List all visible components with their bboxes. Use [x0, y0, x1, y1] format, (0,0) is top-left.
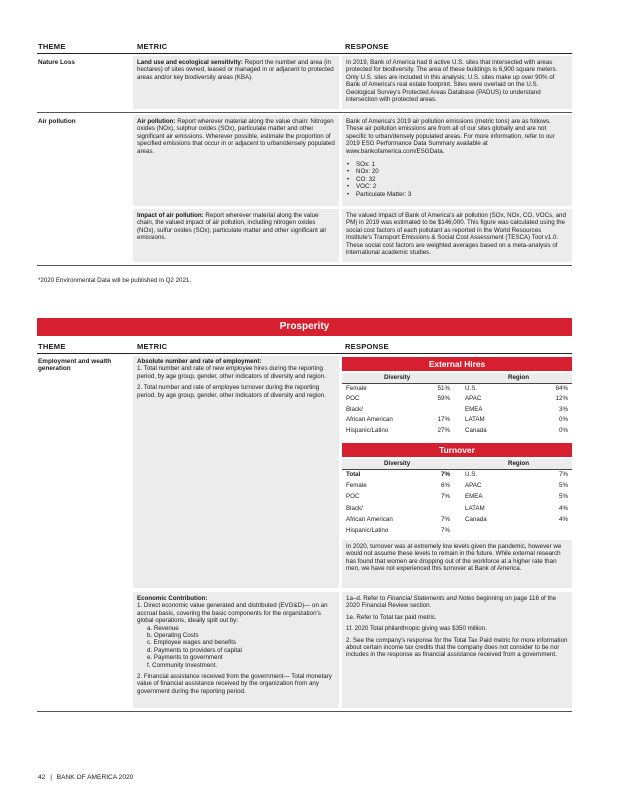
row-divider: [37, 711, 572, 712]
region-header: Region: [508, 460, 529, 467]
table-cell: Total: [346, 471, 361, 478]
list-item: • VOC: 2: [346, 183, 568, 190]
table-rule: [342, 383, 572, 384]
list-item: • SOx: 1: [346, 161, 568, 168]
table-cell: 51%: [437, 385, 450, 392]
employment-metric: Absolute number and rate of employment: 1. Total number and rate of new employee hires during the reporting period, by age group, gender, other indicators of diversity and region. 2. Total number and rate of employee turnover during the reporting period, by age group, gender, other indicators of diversity and region.: [137, 358, 326, 399]
table-cell: 7%: [441, 493, 450, 501]
air-impact-response: The valued impact of Bank of America's air pollution (SOx, NOx, CO, VOCs, and PM) in 2019 was estimated to be $146,000. This figure was calculated using the social cost factors of each pollutant as reported in the World Resources Institute's Transport Emissions & Social Cost Assessment (TESCA) Tool v1.0. These social cost factors are weighted averages based on a meta-analysis of international academic studies.: [346, 212, 566, 257]
table-cell: 7%: [441, 527, 450, 534]
air-impact-metric: Impact of air pollution: Report wherever material along the value chain, the valued impact of air pollution, including nitrogen oxides (NOx), sulfur oxides (SOx), particulate matter and other significant air emissions.: [137, 212, 327, 242]
table-cell: U.S.: [465, 385, 478, 392]
column-header-theme: THEME: [38, 342, 66, 351]
row-divider: [37, 112, 572, 113]
prosperity-banner: Prosperity: [37, 318, 572, 336]
emissions-list: [346, 161, 568, 198]
table-cell: 4%: [559, 515, 568, 523]
table-cell: EMEA: [465, 493, 483, 501]
table-cell: 17%: [437, 416, 450, 424]
table-cell: Black/: [346, 405, 363, 413]
air-pollution-theme: Air pollution: [38, 118, 76, 125]
table-cell: African American: [346, 416, 393, 424]
column-header-metric: METRIC: [137, 342, 168, 351]
table-cell: 59%: [437, 395, 450, 403]
footer-separator: |: [50, 774, 52, 781]
air-pollution-metric: Air pollution: Report wherever material along the value chain: Nitrogen oxides (NOx), sulphur oxides (SOx), particulate matter and other significant air emissions. Wherever possible, estimate the proportion of specified emissions that occur in or adjacent to urban/densely populated areas.: [137, 118, 335, 155]
nature-loss-response: In 2019, Bank of America had 8 active U.S. sites that intersected with areas protected for biodiversity. The area of these buildings is 6,900 square meters. Only U.S. sites are included in this analysis; U.S. sites make up over 90% of Bank of America's real estate footprint. Sites were overlaid on the U.S. Geological Survey's Protected Areas Database (PADUS) to understand intersection with protected areas.: [346, 59, 558, 104]
row-divider: [37, 265, 572, 266]
list-item: • Particulate Matter: 3: [346, 191, 568, 198]
table-cell: LATAM: [465, 416, 485, 424]
column-header-response: RESPONSE: [345, 42, 389, 51]
page-number: 42: [38, 774, 46, 781]
list-item: • NOx: 20: [346, 168, 568, 175]
turnover-banner: Turnover: [342, 443, 572, 457]
table-cell: Hispanic/Latino: [346, 426, 389, 434]
nature-loss-theme: Nature Loss: [38, 59, 75, 66]
region-header: Region: [508, 374, 529, 381]
table-cell: 27%: [437, 426, 450, 434]
column-header-metric: METRIC: [137, 42, 168, 51]
table-cell: African American: [346, 515, 393, 523]
header-rule: [37, 353, 572, 354]
page-footer: [38, 774, 133, 783]
economic-metric: Economic Contribution: 1. Direct economic value generated and distributed (EVG&D)— on an accrual basis, covering the basic components for the organization's global operations, ideally split out by: a. Revenue b. Operating Costs c. Employee wages and benefits d. Payments to providers of capital e. Payments to government f. Community Investment. 2. Financial assistance received from the government— Total monetary value of financial assistance received by the organization from any government during the reporting period.: [137, 595, 332, 695]
table-cell: 84%: [555, 385, 568, 392]
column-header-response: RESPONSE: [345, 342, 389, 351]
table-cell: POC: [346, 395, 360, 403]
table-cell: 5%: [559, 493, 568, 501]
table-cell: APAC: [465, 482, 482, 490]
table-cell: Female: [346, 385, 367, 392]
table-cell: 7%: [441, 471, 450, 478]
table-cell: U.S.: [465, 471, 478, 478]
table-cell: Female: [346, 482, 367, 490]
table-cell: 6%: [441, 482, 450, 490]
table-cell: Canada: [465, 426, 487, 434]
table-cell: Black/: [346, 504, 363, 512]
table-cell: 0%: [559, 416, 568, 424]
nature-loss-metric: Land use and ecological sensitivity: Report the number and area (in hectares) of sites owned, leased or managed in or adjacent to protected areas and/or key biodiversity areas (KBA).: [137, 59, 334, 81]
turnover-header-row: [342, 459, 572, 469]
table-cell: LATAM: [465, 504, 485, 512]
column-header-theme: THEME: [38, 42, 66, 51]
publication-title: BANK OF AMERICA 2020: [56, 774, 134, 781]
table-cell: 12%: [555, 395, 568, 403]
table-cell: 4%: [559, 504, 568, 512]
diversity-header: Diversity: [384, 460, 411, 467]
table-cell: 3%: [559, 405, 568, 413]
list-item: • CO: 32: [346, 176, 568, 183]
table-cell: 0%: [559, 426, 568, 434]
table-cell: Canada: [465, 515, 487, 523]
economic-response: 1a–d. Refer to Financial Statements and Notes beginning on page 116 of the 2020 Financial Review section. 1e. Refer to Total tax paid metric. 1f. 2020 Total philanthropic giving was $350 million. 2. See the company's response for the Total Tax Paid metric for more information about certain income tax credits that the company does not consider to be nor includes in the response as financial assistance received from a government.: [346, 595, 568, 659]
footnote: *2020 Environmental Data will be published in Q2 2021.: [38, 277, 192, 284]
table-cell: 5%: [559, 482, 568, 490]
table-cell: POC: [346, 493, 360, 501]
external-hires-header-row: [342, 373, 572, 383]
table-rule: [342, 469, 572, 470]
air-pollution-response: Bank of America's 2019 air pollution emissions (metric tons) are as follows. These air pollution emissions are from all of our sites globally and are not specific to urban/densely populated areas. For more information, refer to our 2019 ESG Performance Data Summary available at www.bankofamerica.com/ESGData. • SOx: 1 • NOx: 20 • CO: 32 • VOC: 2 • Particulate Matter: 3: [346, 118, 568, 198]
external-hires-banner: External Hires: [342, 357, 572, 371]
header-rule: [37, 53, 572, 54]
diversity-header: Diversity: [384, 374, 411, 381]
table-cell: 7%: [441, 515, 450, 523]
table-cell: Hispanic/Latino: [346, 527, 389, 534]
table-cell: APAC: [465, 395, 482, 403]
table-cell: EMEA: [465, 405, 483, 413]
turnover-note: In 2020, turnover was at extremely low levels given the pandemic, however we would not assume these levels to remain in the future. While external research has found that women are dropping out of the workforce at a higher rate than men, we have not experienced this turnover at Bank of America.: [346, 543, 562, 573]
employment-theme: Employment and wealth generation: [38, 358, 112, 373]
table-cell: 7%: [559, 471, 568, 478]
